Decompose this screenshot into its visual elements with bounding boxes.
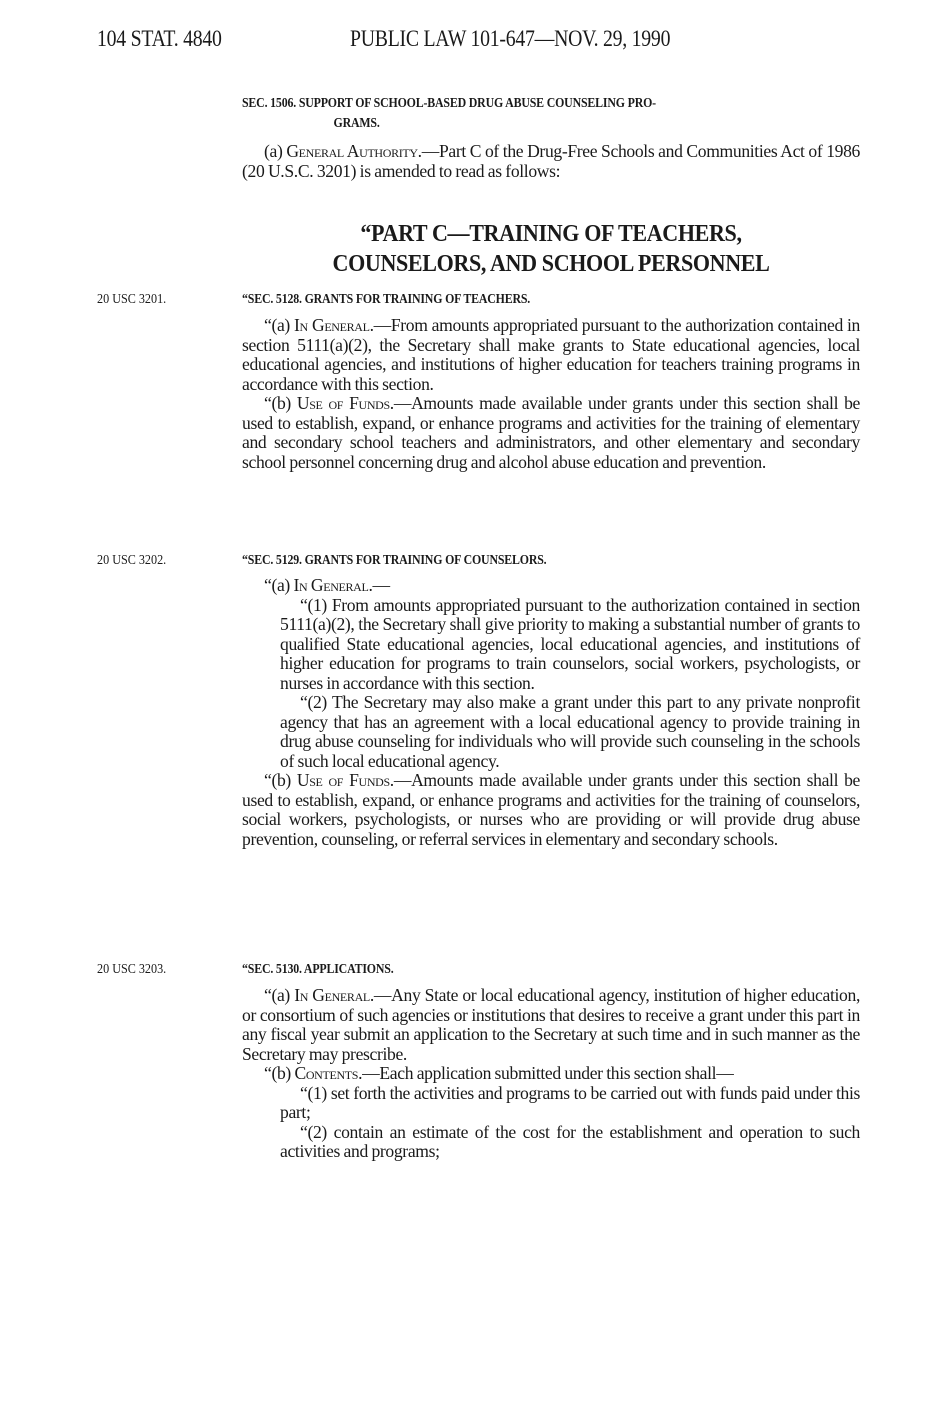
margin-citation-3202: 20 USC 3202. (97, 552, 167, 567)
section-5128 (242, 291, 860, 472)
subsection-caption: Use of Funds (296, 770, 390, 790)
section-5129-subsection-b: “(b) Use of Funds.—Amounts made available under grants under this section shall be used to establish, expand, or enhance programs and activities for the training of counselors, social workers, psychologists, or nurses who are providing or will provide drug abuse prevention, counseling, or referral services in elementary and secondary schools. (242, 770, 860, 849)
section-5129-subsection-a: “(a) In General.— (264, 575, 390, 595)
margin-citation-3203: 20 USC 3203. (97, 961, 167, 976)
section-1506 (242, 93, 860, 181)
stat-page-number: 104 STAT. 4840 (97, 26, 222, 51)
section-5128-subsection-b: “(b) Use of Funds.—Amounts made available under grants under this section shall be used to establish, expand, or enhance programs and activities for the training of elementary and secondary school teachers and administrators, and other elementary and secondary school personnel concerning drug and alcohol abuse education and prevention. (242, 393, 860, 472)
running-header-title: PUBLIC LAW 101-647—NOV. 29, 1990 (350, 26, 671, 51)
subsection-caption: Contents (294, 1063, 359, 1083)
section-5129-heading: “SEC. 5129. GRANTS FOR TRAINING OF COUNSELORS. (242, 552, 547, 567)
section-5128-subsection-a: “(a) In General.—From amounts appropriated pursuant to the authorization contained in section 5111(a)(2), the Secretary shall make grants to State educational agencies, local educational agencies, and institutions of higher education for teachers training programs in accordance with this section. (242, 315, 860, 394)
subsection-caption: In General (294, 315, 370, 335)
margin-citation-3201: 20 USC 3201. (97, 291, 167, 306)
subsection-caption: General Authority (286, 141, 418, 161)
section-5128-heading: “SEC. 5128. GRANTS FOR TRAINING OF TEACHERS. (242, 291, 531, 306)
section-5130-paragraph-2: “(2) contain an estimate of the cost for the establishment and operation to such activities and programs; (280, 1121, 860, 1161)
section-5130-subsection-a: “(a) In General.—Any State or local educational agency, institution of higher education, or consortium of such agencies or institutions that desires to receive a grant under this part in any fiscal year submit an application to the Secretary at such time and in such manner as the Secretary may prescribe. (242, 985, 860, 1064)
subsection-caption: In General (293, 575, 369, 595)
part-c-title: “PART C—TRAINING OF TEACHERS, COUNSELORS, AND SCHOOL PERSONNEL (332, 220, 770, 277)
section-5130-paragraph-1: “(1) set forth the activities and programs to be carried out with funds paid under this part; (280, 1082, 860, 1122)
section-1506-heading: SEC. 1506. SUPPORT OF SCHOOL-BASED DRUG ABUSE COUNSELING PRO- GRAMS. (242, 95, 656, 130)
section-5130-subsection-b: “(b) Contents.—Each application submitted under this section shall— (264, 1063, 734, 1083)
section-1506-subsection-a: (a) General Authority.—Part C of the Drug-Free Schools and Communities Act of 1986 (20 U.S.C. 3201) is amended to read as follows: (242, 141, 860, 181)
section-5130-heading: “SEC. 5130. APPLICATIONS. (242, 961, 394, 976)
section-5129 (242, 552, 860, 849)
section-5130 (242, 961, 860, 1162)
section-5129-paragraph-2: “(2) The Secretary may also make a grant under this part to any private nonprofit agency that has an agreement with a local educational agency to provide training in drug abuse counseling for individuals who will provide such counseling in the schools of such local educational agency. (280, 692, 860, 771)
subsection-caption: Use of Funds (296, 393, 390, 413)
section-5129-paragraph-1: “(1) From amounts appropriated pursuant to the authorization contained in section 5111(a)(2), the Secretary shall give priority to making a substantial number of grants to qualified State educational agencies, local educational agencies, and institutions of higher education for programs to train counselors, social workers, psychologists, or nurses in accordance with this section. (280, 594, 860, 693)
subsection-caption: In General (294, 985, 370, 1005)
